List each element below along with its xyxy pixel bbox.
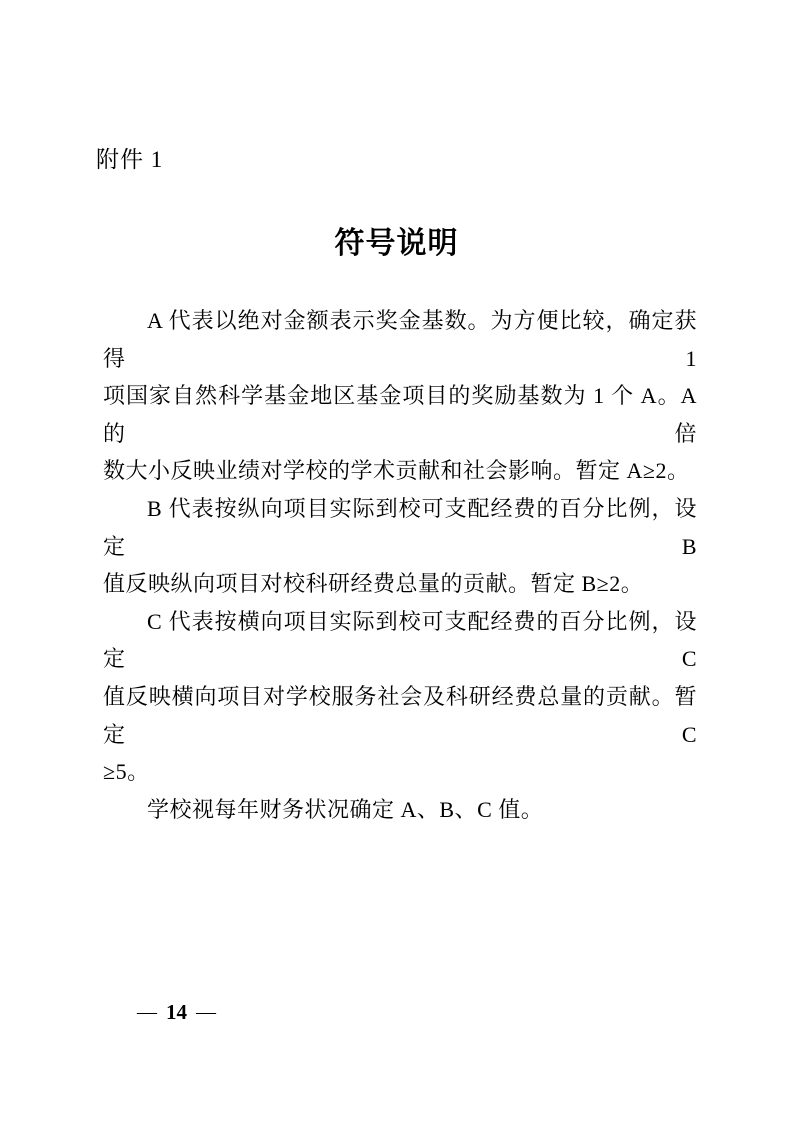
page-footer: [137, 999, 216, 1025]
document-body: [103, 302, 697, 828]
text-line: 值反映纵向项目对校科研经费总量的贡献。暂定 B≥2。: [103, 571, 644, 597]
body-paragraph: [103, 791, 697, 829]
body-paragraph: [103, 490, 697, 603]
footer-dash-left: —: [137, 1001, 157, 1023]
page-title: 符号说明: [334, 227, 459, 260]
text-line: 学校视每年财务状况确定 A、B、C 值。: [147, 796, 544, 822]
body-paragraph: [103, 603, 697, 791]
text-line: C 代表按横向项目实际到校可支配经费的百分比例，设定 C: [103, 608, 697, 672]
page-number: 14: [166, 1000, 187, 1024]
text-line: 数大小反映业绩对学校的学术贡献和社会影响。暂定 A≥2。: [103, 458, 690, 484]
text-line: A 代表以绝对金额表示奖金基数。为方便比较，确定获得 1: [103, 308, 697, 371]
attachment-label: 附件 1: [96, 147, 164, 172]
text-line: B 代表按纵向项目实际到校可支配经费的百分比例，设定 B: [103, 495, 697, 559]
text-line: ≥5。: [103, 759, 150, 785]
body-paragraph: [103, 302, 697, 490]
footer-dash-right: —: [196, 1001, 216, 1023]
text-line: 项国家自然科学基金地区基金项目的奖励基数为 1 个 A。A 的倍: [103, 383, 697, 446]
text-line: 值反映横向项目对学校服务社会及科研经费总量的贡献。暂定 C: [103, 683, 697, 747]
